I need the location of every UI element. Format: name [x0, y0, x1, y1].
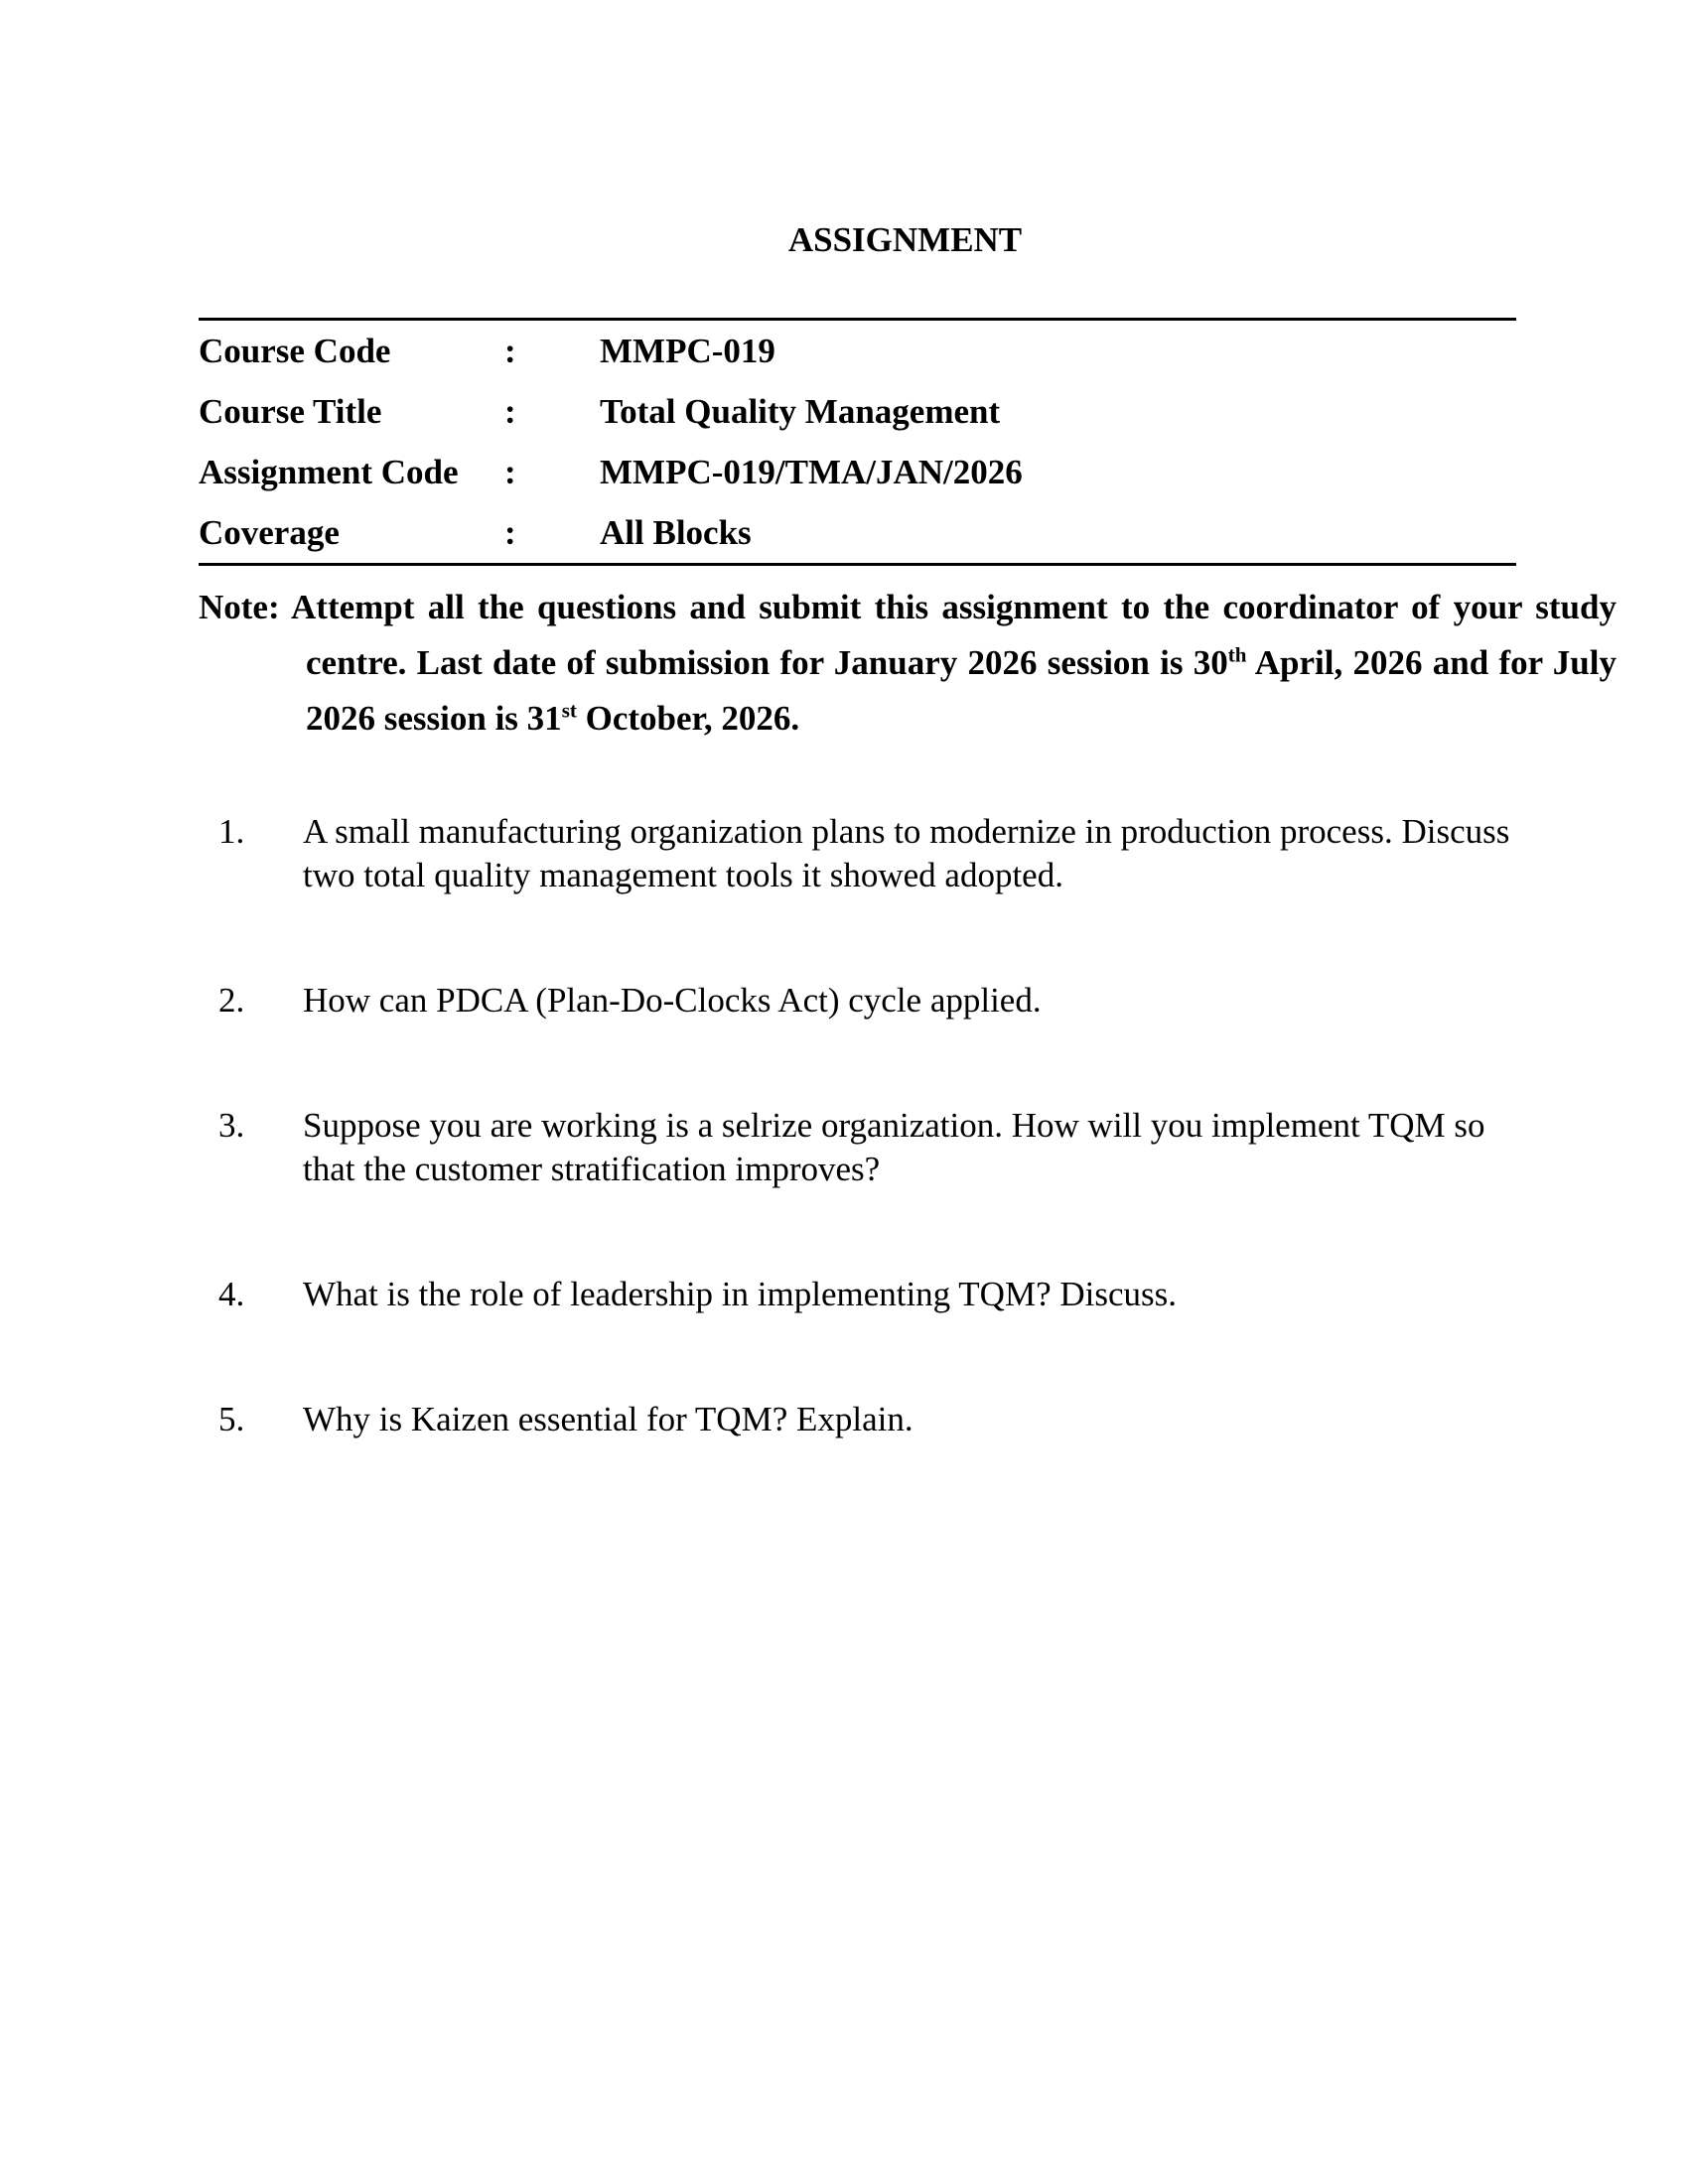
row-value: MMPC-019/TMA/JAN/2026 [600, 452, 1023, 491]
table-row [199, 442, 1516, 502]
note-superscript: th [1227, 642, 1247, 667]
question-text: What is the role of leadership in implementing TQM? Discuss. [303, 1275, 1178, 1313]
note-paragraph [199, 580, 1617, 747]
row-label: Coverage [199, 512, 340, 552]
row-separator: : [504, 391, 516, 431]
table-row [199, 381, 1516, 442]
question-number: 5. [218, 1400, 245, 1438]
row-separator: : [504, 512, 516, 552]
row-separator: : [504, 452, 516, 491]
row-value: MMPC-019 [600, 331, 775, 370]
row-label: Course Title [199, 391, 382, 431]
course-info-table [199, 318, 1516, 566]
row-value: All Blocks [600, 512, 752, 552]
question-number: 3. [218, 1106, 245, 1145]
question-item [199, 1273, 1516, 1316]
question-item [199, 979, 1516, 1023]
question-list [199, 810, 1516, 1441]
note-text: April, 2026 and for July 2026 session is 31 [306, 643, 1617, 738]
question-number: 1. [218, 812, 245, 851]
note-text: Note: Attempt all the questions and submit this assignment to the coordinator of your study centre. Last date of submission for January 2026 session is 30 [199, 588, 1617, 682]
table-row [199, 502, 1516, 563]
page-content [199, 0, 1617, 1523]
question-text: Suppose you are working is a selrize organization. How will you implement TQM so that the customer stratification improves? [303, 1106, 1485, 1188]
row-label: Assignment Code [199, 452, 459, 491]
note-text: October, 2026. [576, 699, 800, 738]
question-item [199, 1398, 1516, 1441]
question-item [199, 1104, 1516, 1191]
note-superscript: st [561, 698, 577, 723]
row-value: Total Quality Management [600, 391, 1001, 431]
question-text: A small manufacturing organization plans to modernize in production process. Discuss two total quality management tools it showed adopted. [303, 812, 1510, 894]
row-label: Course Code [199, 331, 391, 370]
table-row [199, 321, 1516, 381]
question-number: 2. [218, 981, 245, 1020]
question-text: How can PDCA (Plan-Do-Clocks Act) cycle applied. [303, 981, 1042, 1020]
question-item [199, 810, 1516, 897]
question-text: Why is Kaizen essential for TQM? Explain. [303, 1400, 914, 1438]
question-number: 4. [218, 1275, 245, 1313]
page-title: ASSIGNMENT [787, 220, 1023, 259]
row-separator: : [504, 331, 516, 370]
